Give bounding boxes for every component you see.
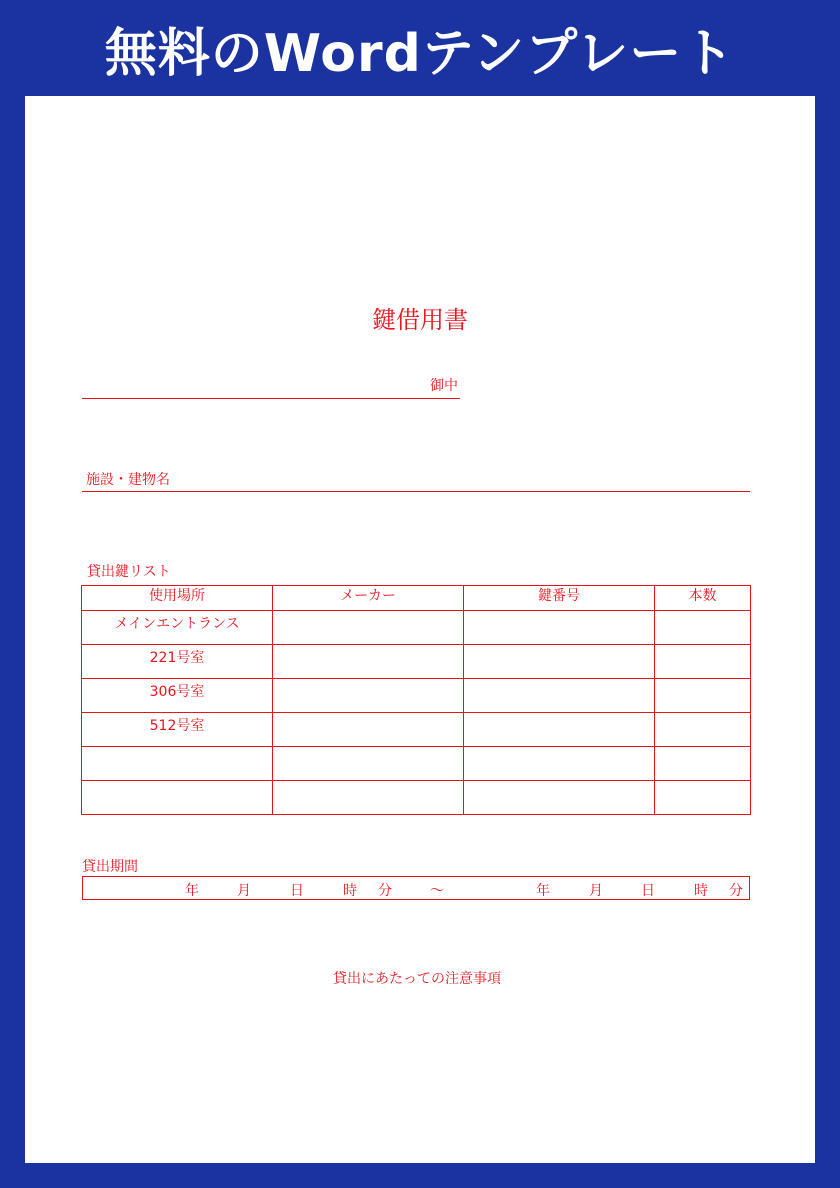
start-hour-unit: 時 (343, 883, 357, 899)
table-cell-maker[interactable] (273, 611, 464, 645)
table-cell-location[interactable] (82, 747, 273, 781)
table-cell-quantity[interactable] (655, 679, 751, 713)
table-cell-quantity[interactable] (655, 781, 751, 815)
table-header-maker: メーカー (273, 586, 464, 611)
table-cell-location[interactable] (82, 781, 273, 815)
table-cell-location[interactable]: メインエントランス (82, 611, 273, 645)
start-minute-unit: 分 (378, 883, 392, 899)
recipient-field[interactable] (82, 376, 460, 399)
table-cell-maker[interactable] (273, 679, 464, 713)
end-minute-unit: 分 (729, 883, 743, 899)
start-year-unit: 年 (185, 883, 199, 899)
table-cell-maker[interactable] (273, 747, 464, 781)
table-header-location: 使用場所 (82, 586, 273, 611)
facility-name-label: 施設・建物名 (86, 472, 170, 488)
document-title: 鍵借用書 (372, 306, 468, 334)
table-cell-quantity[interactable] (655, 713, 751, 747)
table-header-quantity: 本数 (655, 586, 751, 611)
table-row (82, 781, 751, 815)
table-cell-location[interactable]: 512号室 (82, 713, 273, 747)
table-cell-key-number[interactable] (464, 747, 655, 781)
table-row (82, 747, 751, 781)
table-cell-key-number[interactable] (464, 611, 655, 645)
table-cell-key-number[interactable] (464, 713, 655, 747)
table-cell-quantity[interactable] (655, 611, 751, 645)
table-row (82, 713, 751, 747)
loan-period-field[interactable] (82, 876, 750, 900)
key-list-table (81, 585, 751, 815)
period-separator: ～ (430, 883, 444, 899)
end-hour-unit: 時 (694, 883, 708, 899)
facility-name-field[interactable] (82, 470, 750, 492)
start-month-unit: 月 (237, 883, 251, 899)
table-row (82, 611, 751, 645)
table-header-key-number: 鍵番号 (464, 586, 655, 611)
end-day-unit: 日 (641, 883, 655, 899)
table-cell-location[interactable]: 221号室 (82, 645, 273, 679)
table-cell-maker[interactable] (273, 781, 464, 815)
recipient-suffix: 御中 (430, 378, 458, 394)
table-cell-maker[interactable] (273, 645, 464, 679)
table-row (82, 645, 751, 679)
key-list-label: 貸出鍵リスト (87, 564, 171, 580)
table-cell-key-number[interactable] (464, 679, 655, 713)
start-day-unit: 日 (290, 883, 304, 899)
table-cell-quantity[interactable] (655, 645, 751, 679)
table-cell-key-number[interactable] (464, 781, 655, 815)
end-year-unit: 年 (536, 883, 550, 899)
table-cell-quantity[interactable] (655, 747, 751, 781)
notes-heading: 貸出にあたっての注意事項 (333, 971, 501, 987)
table-row (82, 679, 751, 713)
template-banner-title: 無料のWordテンプレート (104, 23, 736, 84)
end-month-unit: 月 (589, 883, 603, 899)
table-cell-key-number[interactable] (464, 645, 655, 679)
loan-period-label: 貸出期間 (82, 859, 138, 875)
table-cell-location[interactable]: 306号室 (82, 679, 273, 713)
table-cell-maker[interactable] (273, 713, 464, 747)
